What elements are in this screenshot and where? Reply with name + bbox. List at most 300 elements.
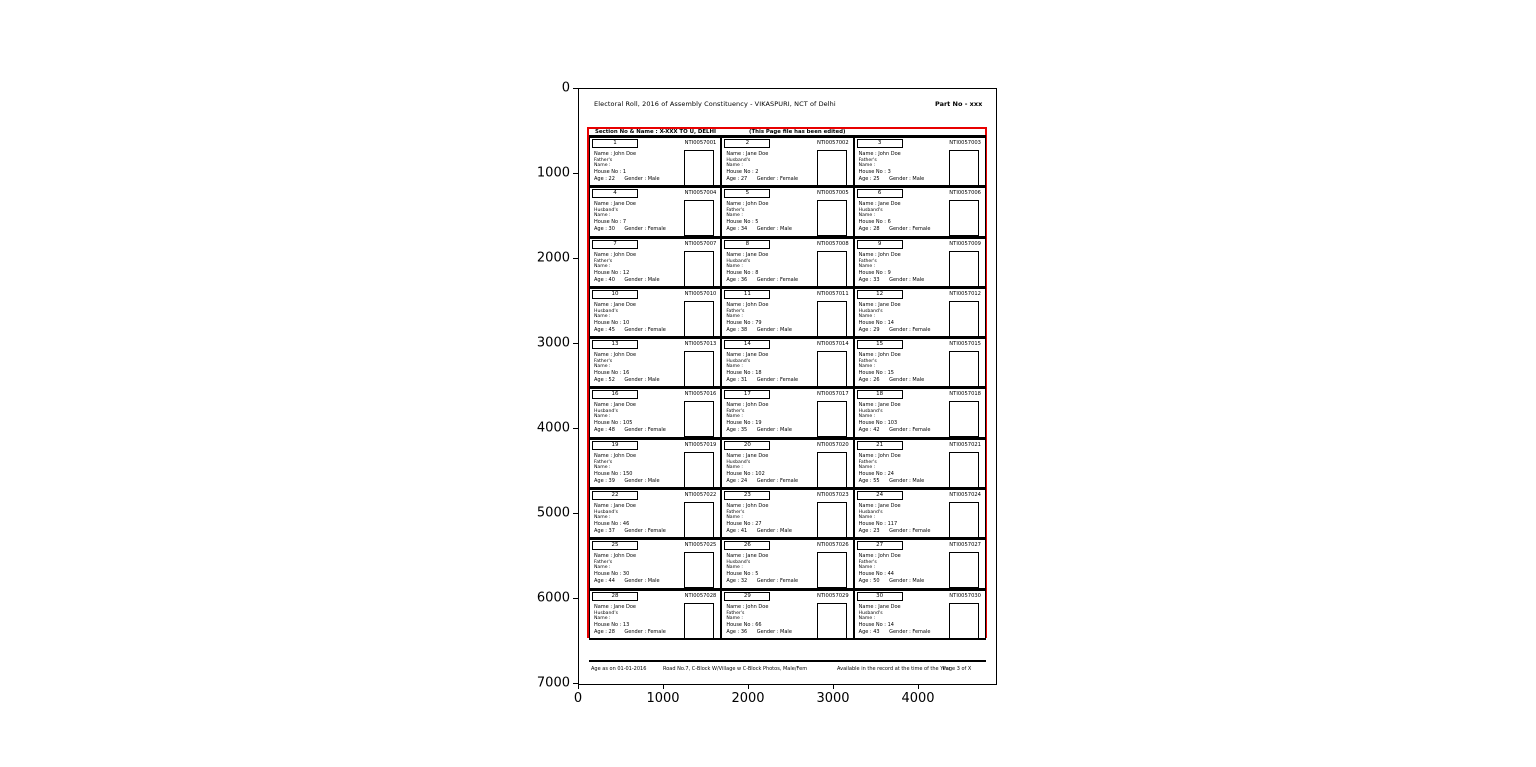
y-tick-label: 5000 <box>536 505 570 521</box>
y-tick-label: 7000 <box>536 675 570 691</box>
serial-number-box <box>724 441 770 450</box>
relation-label: Husband's <box>594 610 618 616</box>
voter-card <box>854 288 986 338</box>
photo-box <box>684 552 714 588</box>
house-number-line: House No : 46 <box>594 521 630 528</box>
photo-box <box>817 502 847 538</box>
name-line: Name : Jane Doe <box>726 151 769 157</box>
serial-number: 5 <box>745 190 750 197</box>
relation-label: Father's <box>858 459 877 465</box>
relation-label: Father's <box>726 409 745 415</box>
photo-box <box>684 200 714 236</box>
relation-name-label: Name : <box>726 364 743 370</box>
y-tick-label: 6000 <box>536 590 570 606</box>
relation-name-label: Name : <box>594 163 611 168</box>
epic-number: NTI0057022 <box>684 492 717 499</box>
relation-name-label: Name : <box>726 414 743 420</box>
voter-card <box>589 539 721 589</box>
voter-card <box>854 539 986 589</box>
serial-number: 22 <box>611 492 619 499</box>
house-number-line: House No : 79 <box>726 319 762 326</box>
relation-label: Husband's <box>726 258 751 264</box>
photo-box <box>817 301 847 337</box>
voter-card <box>721 539 853 589</box>
serial-number-box <box>592 441 638 450</box>
footer-availability-note: Available in the record at the time of the Year <box>837 666 951 672</box>
house-number-line: House No : 2 <box>726 169 759 175</box>
relation-name-label: Name : <box>594 414 611 420</box>
age-gender-line: Age : 37 Gender : Female <box>594 528 666 535</box>
voter-card <box>721 590 853 640</box>
photo-box <box>684 603 714 639</box>
voter-card <box>721 288 853 338</box>
house-number-line: House No : 105 <box>594 420 633 427</box>
relation-name-label: Name : <box>726 464 743 470</box>
serial-number-box <box>724 340 770 349</box>
relation-label: Husband's <box>858 510 883 516</box>
serial-number: 4 <box>613 190 617 197</box>
age-gender-line: Age : 55 Gender : Male <box>858 477 925 484</box>
serial-number: 18 <box>876 391 884 398</box>
voter-card <box>854 489 986 539</box>
epic-number: NTI0057016 <box>684 391 717 398</box>
relation-label: Husband's <box>594 208 618 214</box>
serial-number: 14 <box>743 341 751 348</box>
serial-number-box <box>857 340 903 349</box>
house-number-line: House No : 117 <box>858 521 898 528</box>
name-line: Name : Jane Doe <box>726 251 769 258</box>
name-line: Name : Jane Doe <box>858 402 901 409</box>
voter-card <box>589 489 721 539</box>
epic-number: NTI0057004 <box>684 190 717 197</box>
serial-number-box <box>592 139 638 148</box>
name-line: Name : John Doe <box>858 352 901 359</box>
house-number-line: House No : 18 <box>726 370 762 377</box>
epic-number: NTI0057026 <box>816 542 849 549</box>
serial-number-box <box>857 491 903 500</box>
epic-number: NTI0057010 <box>684 290 717 297</box>
voter-card <box>854 439 986 489</box>
name-line: Name : Jane Doe <box>594 201 636 208</box>
voter-card <box>721 388 853 438</box>
age-gender-line: Age : 41 Gender : Male <box>726 528 792 535</box>
relation-name-label: Name : <box>858 163 876 168</box>
relation-label: Father's <box>726 308 745 314</box>
x-tick-label: 0 <box>573 691 583 706</box>
serial-number: 2 <box>745 140 750 146</box>
name-line: Name : John Doe <box>858 452 901 459</box>
house-number-line: House No : 102 <box>726 470 765 477</box>
voter-card-grid <box>589 135 986 640</box>
voter-card <box>589 137 721 187</box>
photo-box <box>949 401 979 437</box>
epic-number: NTI0057020 <box>816 441 849 448</box>
name-line: Name : Jane Doe <box>594 503 636 510</box>
voter-card <box>721 238 853 288</box>
epic-number: NTI0057009 <box>949 240 981 247</box>
relation-name-label: Name : <box>858 515 876 521</box>
epic-number: NTI0057008 <box>816 240 849 247</box>
epic-number: NTI0057019 <box>684 441 717 448</box>
epic-number: NTI0057006 <box>949 190 981 197</box>
voter-card <box>854 187 986 237</box>
relation-name-label: Name : <box>858 364 876 370</box>
voter-card <box>589 338 721 388</box>
age-gender-line: Age : 29 Gender : Female <box>858 326 931 333</box>
relation-label: Husband's <box>858 409 883 415</box>
name-line: Name : John Doe <box>594 251 637 258</box>
serial-number-box <box>857 189 903 198</box>
photo-box <box>949 200 979 236</box>
epic-number: NTI0057028 <box>684 592 717 599</box>
age-gender-line: Age : 52 Gender : Male <box>594 377 660 384</box>
name-line: Name : Jane Doe <box>858 603 901 610</box>
relation-name-label: Name : <box>858 263 876 269</box>
epic-number: NTI0057013 <box>684 341 717 348</box>
name-line: Name : John Doe <box>726 503 769 510</box>
x-tick-label: 1000 <box>646 691 680 706</box>
y-tick-label: 4000 <box>536 420 570 436</box>
age-gender-line: Age : 22 Gender : Male <box>594 176 660 182</box>
house-number-line: House No : 12 <box>594 269 630 276</box>
epic-number: NTI0057003 <box>949 140 981 146</box>
voter-card <box>854 238 986 288</box>
serial-number: 16 <box>611 391 619 398</box>
house-number-line: House No : 1 <box>594 169 627 175</box>
epic-number: NTI0057024 <box>949 492 981 499</box>
relation-name-label: Name : <box>726 565 743 571</box>
age-gender-line: Age : 28 Gender : Female <box>594 628 666 635</box>
relation-name-label: Name : <box>594 615 611 621</box>
x-tick-label: 3000 <box>816 691 850 706</box>
house-number-line: House No : 14 <box>858 319 894 326</box>
serial-number: 27 <box>876 542 884 549</box>
epic-number: NTI0057021 <box>949 441 981 448</box>
house-number-line: House No : 44 <box>858 571 894 578</box>
voter-card <box>854 338 986 388</box>
photo-box <box>817 552 847 588</box>
serial-number: 8 <box>745 240 750 247</box>
house-number-line: House No : 66 <box>726 621 762 628</box>
photo-box <box>684 351 714 387</box>
serial-number-box <box>724 592 770 601</box>
epic-number: NTI0057030 <box>949 592 981 599</box>
serial-number-box <box>724 240 770 249</box>
section-header: Section No & Name : X-XXX TO U, DELHI <box>595 129 716 135</box>
age-gender-line: Age : 27 Gender : Female <box>726 176 799 182</box>
footer-divider <box>589 660 986 662</box>
name-line: Name : Jane Doe <box>858 201 901 208</box>
document-title: Electoral Roll, 2016 of Assembly Constituency - VIKASPURI, NCT of Delhi <box>594 100 836 108</box>
photo-box <box>949 502 979 538</box>
photo-box <box>817 603 847 639</box>
age-gender-line: Age : 26 Gender : Male <box>858 377 925 384</box>
voter-card <box>721 439 853 489</box>
serial-number-box <box>857 390 903 399</box>
age-gender-line: Age : 48 Gender : Female <box>594 427 666 434</box>
relation-label: Father's <box>594 359 613 365</box>
epic-number: NTI0057014 <box>816 341 849 348</box>
serial-number: 21 <box>876 441 884 448</box>
serial-number: 20 <box>743 441 751 448</box>
relation-label: Husband's <box>858 308 883 314</box>
house-number-line: House No : 150 <box>594 470 633 477</box>
voter-card <box>854 590 986 640</box>
photo-box <box>949 552 979 588</box>
photo-box <box>949 251 979 287</box>
photo-box <box>949 603 979 639</box>
name-line: Name : Jane Doe <box>594 402 636 409</box>
relation-label: Father's <box>858 560 877 566</box>
age-gender-line: Age : 38 Gender : Male <box>726 326 792 333</box>
relation-name-label: Name : <box>858 313 876 319</box>
serial-number-box <box>592 541 638 550</box>
age-gender-line: Age : 45 Gender : Female <box>594 326 666 333</box>
relation-name-label: Name : <box>726 515 743 521</box>
name-line: Name : John Doe <box>594 553 637 560</box>
y-tick-label: 1000 <box>536 165 570 181</box>
serial-number: 23 <box>743 492 751 499</box>
house-number-line: House No : 9 <box>858 269 891 276</box>
photo-box <box>817 351 847 387</box>
y-tick-label: 2000 <box>536 250 570 266</box>
age-gender-line: Age : 23 Gender : Female <box>858 528 931 535</box>
voter-card <box>721 137 853 187</box>
photo-box <box>817 251 847 287</box>
relation-label: Husband's <box>726 359 751 365</box>
serial-number: 12 <box>876 290 884 297</box>
relation-label: Husband's <box>858 208 883 214</box>
serial-number: 24 <box>876 492 884 499</box>
relation-name-label: Name : <box>858 464 876 470</box>
name-line: Name : Jane Doe <box>858 503 901 510</box>
relation-label: Father's <box>594 158 613 163</box>
photo-box <box>817 401 847 437</box>
name-line: Name : Jane Doe <box>726 352 769 359</box>
relation-label: Husband's <box>726 459 751 465</box>
relation-label: Husband's <box>726 158 751 163</box>
serial-number: 10 <box>611 290 619 297</box>
relation-name-label: Name : <box>726 163 743 168</box>
epic-number: NTI0057005 <box>816 190 849 197</box>
footer-address-note: Road No.7, C-Block W/Village w C-Block Photos, Male/Fem <box>663 666 808 672</box>
name-line: Name : John Doe <box>594 352 637 359</box>
age-gender-line: Age : 42 Gender : Female <box>858 427 931 434</box>
photo-box <box>949 301 979 337</box>
photo-box <box>949 351 979 387</box>
house-number-line: House No : 7 <box>594 219 627 226</box>
photo-box <box>949 452 979 488</box>
serial-number-box <box>592 189 638 198</box>
photo-box <box>684 452 714 488</box>
epic-number: NTI0057023 <box>816 492 849 499</box>
relation-name-label: Name : <box>594 213 611 219</box>
relation-name-label: Name : <box>726 263 743 269</box>
relation-label: Husband's <box>594 308 618 314</box>
voter-card <box>854 388 986 438</box>
epic-number: NTI0057011 <box>816 290 849 297</box>
photo-box <box>684 150 714 186</box>
age-gender-line: Age : 44 Gender : Male <box>594 578 660 585</box>
serial-number: 3 <box>877 140 882 146</box>
relation-name-label: Name : <box>594 313 611 319</box>
name-line: Name : John Doe <box>726 603 769 610</box>
serial-number: 6 <box>877 190 882 197</box>
serial-number-box <box>857 541 903 550</box>
serial-number: 17 <box>743 391 751 398</box>
relation-name-label: Name : <box>858 213 876 219</box>
name-line: Name : John Doe <box>594 151 637 157</box>
serial-number: 28 <box>611 592 619 599</box>
house-number-line: House No : 5 <box>726 571 759 578</box>
serial-number: 9 <box>877 240 882 247</box>
age-gender-line: Age : 39 Gender : Male <box>594 477 660 484</box>
x-tick-label: 2000 <box>731 691 765 706</box>
photo-box <box>817 452 847 488</box>
relation-label: Father's <box>858 359 877 365</box>
edited-note: (This Page file has been edited) <box>749 129 846 135</box>
serial-number: 19 <box>611 441 619 448</box>
age-gender-line: Age : 34 Gender : Male <box>726 226 792 233</box>
relation-label: Father's <box>726 610 745 616</box>
relation-label: Father's <box>594 459 613 465</box>
relation-label: Husband's <box>858 610 883 616</box>
name-line: Name : John Doe <box>726 402 769 409</box>
epic-number: NTI0057002 <box>816 140 849 146</box>
voter-card <box>721 338 853 388</box>
relation-label: Father's <box>594 258 613 264</box>
name-line: Name : Jane Doe <box>594 301 636 308</box>
serial-number-box <box>724 491 770 500</box>
name-line: Name : Jane Doe <box>594 603 636 610</box>
age-gender-line: Age : 31 Gender : Female <box>726 377 799 384</box>
epic-number: NTI0057015 <box>949 341 981 348</box>
relation-label: Husband's <box>726 560 751 566</box>
relation-name-label: Name : <box>858 565 876 571</box>
age-gender-line: Age : 43 Gender : Female <box>858 628 931 635</box>
voter-card <box>854 137 986 187</box>
serial-number: 26 <box>743 542 751 549</box>
house-number-line: House No : 24 <box>858 470 894 477</box>
serial-number-box <box>592 491 638 500</box>
serial-number-box <box>592 290 638 299</box>
epic-number: NTI0057018 <box>949 391 981 398</box>
house-number-line: House No : 19 <box>726 420 762 427</box>
house-number-line: House No : 6 <box>858 219 891 226</box>
house-number-line: House No : 5 <box>726 219 759 226</box>
serial-number-box <box>857 240 903 249</box>
age-gender-line: Age : 28 Gender : Female <box>858 226 931 233</box>
serial-number-box <box>592 340 638 349</box>
name-line: Name : John Doe <box>726 201 769 208</box>
epic-number: NTI0057007 <box>684 240 717 247</box>
name-line: Name : Jane Doe <box>726 553 769 560</box>
serial-number-box <box>592 240 638 249</box>
serial-number-box <box>724 541 770 550</box>
house-number-line: House No : 16 <box>594 370 630 377</box>
relation-name-label: Name : <box>594 565 611 571</box>
photo-box <box>684 301 714 337</box>
voter-card <box>589 288 721 338</box>
age-gender-line: Age : 36 Gender : Male <box>726 628 792 635</box>
x-tick-label: 4000 <box>901 691 935 706</box>
name-line: Name : John Doe <box>858 151 901 157</box>
relation-label: Father's <box>858 258 877 264</box>
voter-card <box>589 187 721 237</box>
relation-label: Father's <box>726 208 745 214</box>
epic-number: NTI0057012 <box>949 290 981 297</box>
relation-label: Father's <box>726 510 745 516</box>
house-number-line: House No : 3 <box>858 169 891 175</box>
serial-number-box <box>857 592 903 601</box>
relation-label: Father's <box>858 158 877 163</box>
epic-number: NTI0057001 <box>684 140 717 146</box>
relation-label: Husband's <box>594 510 618 516</box>
house-number-line: House No : 8 <box>726 269 759 276</box>
relation-name-label: Name : <box>858 615 876 621</box>
epic-number: NTI0057017 <box>816 391 849 398</box>
name-line: Name : Jane Doe <box>858 301 901 308</box>
footer-age-note: Age as on 01-01-2016 <box>591 666 647 672</box>
age-gender-line: Age : 32 Gender : Female <box>726 578 799 585</box>
house-number-line: House No : 103 <box>858 420 898 427</box>
age-gender-line: Age : 25 Gender : Male <box>858 176 925 182</box>
serial-number-box <box>857 290 903 299</box>
y-tick-label: 0 <box>561 80 570 96</box>
serial-number: 13 <box>611 341 619 348</box>
serial-number-box <box>724 390 770 399</box>
epic-number: NTI0057025 <box>684 542 717 549</box>
serial-number-box <box>724 139 770 148</box>
age-gender-line: Age : 24 Gender : Female <box>726 477 799 484</box>
serial-number: 25 <box>611 542 619 549</box>
house-number-line: House No : 15 <box>858 370 894 377</box>
serial-number: 29 <box>743 592 751 599</box>
name-line: Name : John Doe <box>858 251 901 258</box>
relation-name-label: Name : <box>594 364 611 370</box>
voter-card <box>721 489 853 539</box>
name-line: Name : Jane Doe <box>726 452 769 459</box>
age-gender-line: Age : 33 Gender : Male <box>858 276 925 283</box>
photo-box <box>949 150 979 186</box>
voter-card <box>589 388 721 438</box>
relation-name-label: Name : <box>594 464 611 470</box>
relation-label: Husband's <box>594 409 618 415</box>
name-line: Name : John Doe <box>858 553 901 560</box>
photo-box <box>684 401 714 437</box>
plot-area <box>578 88 997 685</box>
serial-number-box <box>724 189 770 198</box>
age-gender-line: Age : 36 Gender : Female <box>726 276 799 283</box>
voter-card <box>589 590 721 640</box>
photo-box <box>817 150 847 186</box>
serial-number: 30 <box>876 592 884 599</box>
epic-number: NTI0057029 <box>816 592 849 599</box>
relation-name-label: Name : <box>594 515 611 521</box>
serial-number-box <box>592 390 638 399</box>
relation-name-label: Name : <box>594 263 611 269</box>
y-tick-label: 3000 <box>536 335 570 351</box>
photo-box <box>684 502 714 538</box>
serial-number: 11 <box>743 290 751 297</box>
voter-card <box>589 238 721 288</box>
serial-number: 1 <box>613 140 617 146</box>
relation-name-label: Name : <box>726 615 743 621</box>
serial-number-box <box>857 441 903 450</box>
photo-box <box>684 251 714 287</box>
part-number: Part No - xxx <box>935 100 983 108</box>
serial-number-box <box>592 592 638 601</box>
